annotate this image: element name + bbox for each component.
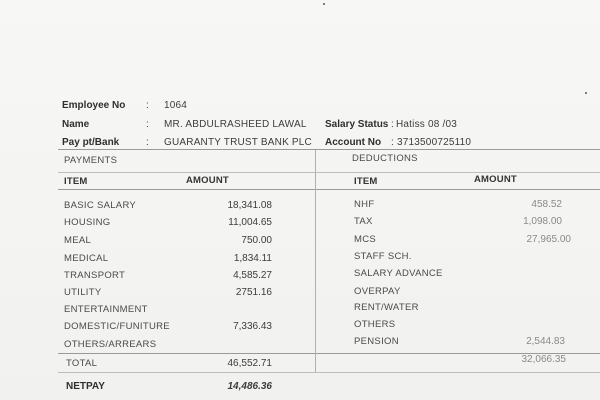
payment-item: OTHERS/ARREARS	[64, 339, 157, 350]
payment-item: MEDICAL	[64, 253, 109, 264]
payment-item: UTILITY	[64, 287, 102, 298]
deductions-total-value: 32,066.35	[521, 354, 566, 365]
table-column-divider	[315, 150, 316, 372]
payment-item: ENTERTAINMENT	[64, 304, 148, 315]
deduction-item: TAX	[354, 216, 373, 227]
deduction-item: SALARY ADVANCE	[354, 268, 443, 279]
employee-no-colon: :	[146, 100, 149, 111]
deduction-amount: 27,965.00	[526, 234, 571, 245]
deduction-item: PENSION	[354, 336, 399, 347]
netpay-value: 14,486.36	[227, 381, 272, 392]
payment-amount: 11,004.65	[228, 217, 272, 228]
account-no-value: 3713500725110	[397, 137, 472, 148]
employee-no-label: Employee No	[62, 100, 126, 111]
payment-amount: 750.00	[241, 235, 272, 246]
payments-total-value: 46,552.71	[227, 358, 272, 369]
name-colon: :	[146, 119, 149, 130]
payment-amount: 18,341.08	[227, 200, 272, 211]
account-no-label: Account No	[325, 137, 382, 148]
payments-amount-header: AMOUNT	[186, 175, 229, 186]
deduction-item: OVERPAY	[354, 286, 401, 297]
payments-item-header: ITEM	[64, 176, 88, 187]
payment-item: DOMESTIC/FUNITURE	[64, 321, 170, 332]
deduction-item: STAFF SCH.	[354, 251, 412, 262]
account-no-colon: :	[391, 137, 394, 148]
table-top-rule	[58, 149, 600, 150]
employee-no-value: 1064	[164, 100, 188, 111]
deduction-item: MCS	[354, 234, 377, 245]
deductions-item-header: ITEM	[354, 176, 378, 187]
deduction-item: OTHERS	[354, 319, 396, 330]
table-bottom-rule	[58, 372, 600, 373]
netpay-label: NETPAY	[66, 381, 105, 392]
table-header-rule	[58, 189, 600, 190]
payment-amount: 4,585.27	[233, 270, 272, 281]
deduction-amount: 1,098.00	[523, 216, 562, 227]
deduction-item: NHF	[354, 199, 375, 210]
salary-status-label: Salary Status	[325, 119, 389, 130]
payments-section-label: PAYMENTS	[64, 155, 118, 166]
payment-amount: 2751.16	[235, 287, 272, 298]
payment-amount: 7,336.43	[233, 321, 272, 332]
payment-item: HOUSING	[64, 217, 111, 228]
deductions-amount-header: AMOUNT	[474, 174, 517, 185]
paypt-label: Pay pt/Bank	[62, 137, 120, 148]
scan-speck	[585, 92, 587, 94]
total-label: TOTAL	[66, 358, 98, 369]
payment-item: BASIC SALARY	[64, 200, 137, 211]
deductions-section-label: DEDUCTIONS	[352, 153, 418, 164]
scan-speck	[323, 3, 325, 5]
paypt-colon: :	[146, 137, 149, 148]
salary-status-value: Hatiss 08 /03	[396, 119, 457, 130]
table-subheader-rule	[58, 172, 600, 173]
paypt-value: GUARANTY TRUST BANK PLC	[164, 137, 312, 148]
payment-item: TRANSPORT	[64, 270, 126, 281]
deduction-item: RENT/WATER	[354, 302, 419, 313]
payment-item: MEAL	[64, 235, 92, 246]
name-value: MR. ABDULRASHEED LAWAL	[164, 119, 307, 130]
deduction-amount: 2,544.83	[526, 336, 565, 347]
payment-amount: 1,834.11	[233, 253, 272, 264]
salary-status-colon: :	[391, 119, 394, 130]
name-label: Name	[62, 119, 90, 130]
deduction-amount: 458.52	[531, 199, 562, 210]
